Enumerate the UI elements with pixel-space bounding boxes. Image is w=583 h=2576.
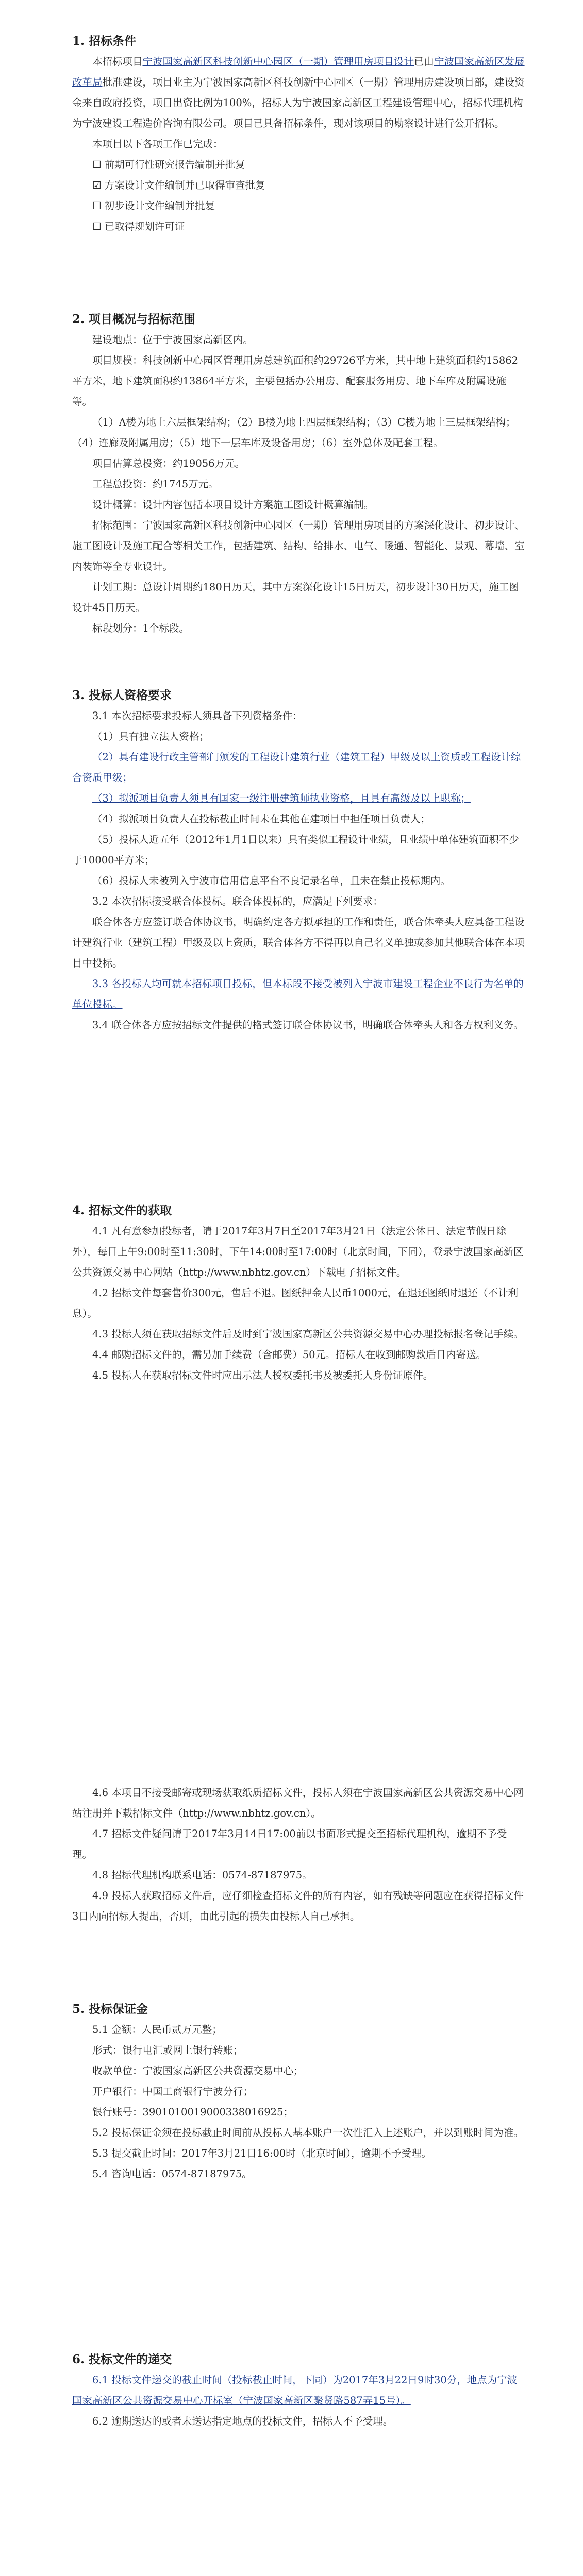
paragraph: 银行账号：3901010019000338016925；	[92, 2106, 293, 2118]
paragraph: 项目规模：科技创新中心园区管理用房总建筑面积约29726平方米，其中地上建筑面积约15862平方米，地下建筑面积约13864平方米，主要包括办公用房、配套服务用房、地下车库及附属设施等。	[72, 354, 519, 408]
project-name: 宁波国家高新区科技创新中心园区（一期）管理用房项目设计	[142, 56, 414, 67]
section-obtain-documents-cont	[72, 1783, 526, 1927]
section-title: 5. 投标保证金	[72, 2002, 148, 2016]
approver: 宁波国家高新区发展改革局	[72, 56, 525, 88]
paragraph: 标段划分：1个标段。	[92, 622, 189, 634]
paragraph: 本招标项目宁波国家高新区科技创新中心园区（一期）管理用房项目设计已由宁波国家高新区发展改革局批准建设，项目业主为宁波国家高新区科技创新中心园区（一期）管理用房建设项目部，建设资金来自政府投资，项目出资比例为100%，招标人为宁波国家高新区工程建设管理中心，招标代理机构为宁波建设工程造价咨询有限公司。项目已具备招标条件，现对该项目的勘察设计进行公开招标。	[72, 56, 525, 129]
paragraph: 3.1 本次招标要求投标人须具备下列资格条件：	[92, 710, 303, 722]
paragraph: （6）投标人未被列入宁波市信用信息平台不良记录名单，且未在禁止投标期内。	[92, 875, 451, 887]
paragraph: 5.3 提交截止时间：2017年3月21日16:00时（北京时间），逾期不予受理。	[92, 2147, 432, 2159]
paragraph: 3.3 各投标人均可就本招标项目投标，但本标段不接受被列入宁波市建设工程企业不良行为名单的单位投标。	[72, 978, 524, 1010]
paragraph: 收款单位：宁波国家高新区公共资源交易中心；	[92, 2065, 304, 2077]
section-bid-submission	[72, 2349, 526, 2432]
paragraph: 设计概算：设计内容包括本项目设计方案施工图设计概算编制。	[92, 499, 374, 511]
checklist-item: ☑ 方案设计文件编制并已取得审查批复	[92, 179, 265, 191]
paragraph: 工程总投资：约1745万元。	[92, 478, 219, 490]
section-title: 4. 招标文件的获取	[72, 1204, 172, 1217]
paragraph: 形式：银行电汇或网上银行转账；	[92, 2044, 243, 2056]
paragraph: 4.5 投标人在获取招标文件时应出示法人授权委托书及被委托人身份证原件。	[92, 1369, 434, 1381]
paragraph: 4.7 招标文件疑问请于2017年3月14日17:00前以书面形式提交至招标代理机构，逾期不予受理。	[72, 1828, 507, 1860]
paragraph: （4）拟派项目负责人在投标截止时间未在其他在建项目中担任项目负责人；	[92, 813, 430, 825]
paragraph: 5.1 金额：人民币贰万元整；	[92, 2024, 222, 2036]
paragraph: 4.9 投标人获取招标文件后，应仔细检查招标文件的所有内容，如有残缺等问题应在获得招标文件3日内向招标人提出，否则，由此引起的损失由投标人自己承担。	[72, 1890, 524, 1922]
paragraph: 本项目以下各项工作已完成：	[92, 138, 223, 150]
section-title: 3. 投标人资格要求	[72, 688, 172, 702]
paragraph: 招标范围：宁波国家高新区科技创新中心园区（一期）管理用房项目的方案深化设计、初步设计、施工图设计及施工配合等相关工作，包括建筑、结构、给排水、电气、暖通、智能化、景观、幕墙、室内装饰等全专业设计。	[72, 519, 525, 572]
section-title: 2. 项目概况与招标范围	[72, 312, 196, 326]
paragraph: 项目估算总投资：约19056万元。	[92, 457, 245, 469]
paragraph: 4.1 凡有意参加投标者，请于2017年3月7日至2017年3月21日（法定公休日、法定节假日除外），每日上午9:00时至11:30时，下午14:00时至17:00时（北京时间，下同），登录宁波国家高新区公共资源交易中心网站（http://www.nbhtz.gov.cn）下载电子招标文件。	[72, 1225, 524, 1278]
paragraph: （5）投标人近五年（2012年1月1日以来）具有类似工程设计业绩，且业绩中单体建筑面积不少于10000平方米；	[72, 834, 519, 866]
section-title: 1. 招标条件	[72, 34, 137, 48]
paragraph: 4.6 本项目不接受邮寄或现场获取纸质招标文件，投标人须在宁波国家高新区公共资源交易中心网站注册并下载招标文件（http://www.nbhtz.gov.cn）。	[72, 1787, 524, 1819]
section-bidder-qualification	[72, 685, 526, 1036]
section-bid-bond	[72, 1999, 526, 2184]
section-title: 6. 投标文件的递交	[72, 2352, 172, 2366]
paragraph: （3）拟派项目负责人须具有国家一级注册建筑师执业资格，且具有高级及以上职称；	[92, 792, 471, 804]
paragraph: 开户银行：中国工商银行宁波分行；	[92, 2086, 254, 2097]
paragraph: 5.4 咨询电话：0574-87187975。	[92, 2168, 252, 2180]
paragraph: 6.1 投标文件递交的截止时间（投标截止时间，下同）为2017年3月22日9时30分，地点为宁波国家高新区公共资源交易中心开标室（宁波国家高新区聚贤路587弄15号）。	[72, 2374, 518, 2406]
paragraph: 6.2 逾期送达的或者未送达指定地点的投标文件，招标人不予受理。	[92, 2415, 393, 2427]
checklist-item: ☐ 已取得规划许可证	[92, 221, 185, 232]
paragraph: （1）具有独立法人资格；	[92, 731, 209, 742]
section-obtain-documents	[72, 1200, 526, 1386]
paragraph: 计划工期：总设计周期约180日历天，其中方案深化设计15日历天，初步设计30日历天，施工图设计45日历天。	[72, 581, 519, 614]
paragraph: 联合体各方应签订联合体协议书，明确约定各方拟承担的工作和责任，联合体牵头人应具备工程设计建筑行业（建筑工程）甲级及以上资质，联合体各方不得再以自己名义单独或参加其他联合体在本项目中投标。	[72, 916, 525, 969]
paragraph: 4.2 招标文件每套售价300元，售后不退。图纸押金人民币1000元，在退还图纸时退还（不计利息）。	[72, 1287, 519, 1319]
paragraph: 4.4 邮购招标文件的，需另加手续费（含邮费）50元。招标人在收到邮购款后日内寄送。	[92, 1349, 487, 1361]
section-project-overview	[72, 309, 526, 639]
paragraph: 3.2 本次招标接受联合体投标。联合体投标的，应满足下列要求：	[92, 895, 383, 907]
paragraph: 4.8 招标代理机构联系电话：0574-87187975。	[92, 1869, 312, 1881]
paragraph: （2）具有建设行政主管部门颁发的工程设计建筑行业（建筑工程）甲级及以上资质或工程设计综合资质甲级；	[72, 751, 521, 784]
paragraph: （1）A楼为地上六层框架结构；（2）B楼为地上四层框架结构；（3）C楼为地上三层框架结构；（4）连廊及附属用房；（5）地下一层车库及设备用房；（6）室外总体及配套工程。	[72, 416, 516, 449]
paragraph: 5.2 投标保证金须在投标截止时间前从投标人基本账户一次性汇入上述账户，并以到账时间为准。	[92, 2127, 524, 2139]
checklist-item: ☐ 初步设计文件编制并批复	[92, 200, 215, 212]
checklist-item: ☐ 前期可行性研究报告编制并批复	[92, 159, 245, 171]
paragraph: 3.4 联合体各方应按招标文件提供的格式签订联合体协议书，明确联合体牵头人和各方权利义务。	[92, 1019, 524, 1031]
section-tender-conditions	[72, 31, 526, 237]
paragraph: 建设地点：位于宁波国家高新区内。	[92, 334, 254, 346]
paragraph: 4.3 投标人须在获取招标文件后及时到宁波国家高新区公共资源交易中心办理投标报名登记手续。	[92, 1328, 524, 1340]
